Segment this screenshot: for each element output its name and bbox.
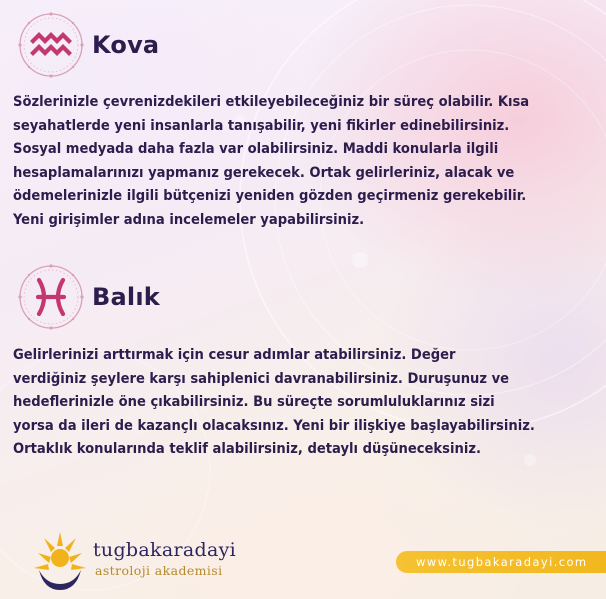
text-line: verdiğiniz şeylere karşı sahiplenici davranabilirsiniz. Duruşunuz ve xyxy=(13,369,510,387)
brand-name: tugbakaradayi xyxy=(93,539,236,561)
sign-description-kova xyxy=(13,90,598,231)
text-line: hesaplamalarınızı yapmanız gerekecek. Ortak gelirleriniz, alacak ve xyxy=(13,163,515,181)
text-line: hedeflerinizle öne çıkabilirsiniz. Bu süreçte sorumluluklarınız sizi xyxy=(13,393,495,410)
text-line: Sözlerinizle çevrenizdekileri etkileyebileceğiniz bir süreç olabilir. Kısa xyxy=(13,93,530,110)
pisces-icon xyxy=(16,262,86,332)
aquarius-icon xyxy=(16,10,86,80)
sign-header-balik xyxy=(16,262,160,332)
text-line: seyahatlerde yeni insanlarla tanışabilir, yeni fikirler edinebilirsiniz. xyxy=(13,116,510,134)
sign-title-balik: Balık xyxy=(92,283,160,311)
sign-description-balik xyxy=(13,343,598,461)
sun-moon-logo-icon xyxy=(30,530,90,592)
text-line: ödemelerinizle ilgili bütçenizi yeniden gözden geçirmeniz gerekebilir. xyxy=(13,187,527,204)
website-banner[interactable] xyxy=(396,551,606,573)
website-link[interactable]: www.tugbakaradayi.com xyxy=(416,555,588,569)
text-line: yorsa da ileri de kazançlı olacaksınız. Yeni bir ilişkiye başlayabilirsiniz. xyxy=(13,416,535,434)
brand-subtitle: astroloji akademisi xyxy=(95,563,223,578)
text-line: Yeni girişimler adına incelemeler yapabilirsiniz. xyxy=(13,210,365,228)
sign-header-kova xyxy=(16,10,159,80)
text-line: Ortaklık konularında teklif alabilirsiniz, detaylı düşüneceksiniz. xyxy=(13,440,481,457)
sign-title-kova: Kova xyxy=(92,31,160,59)
text-line: Sosyal medyada daha fazla var olabilirsiniz. Maddi konularla ilgili xyxy=(13,140,499,157)
text-line: Gelirlerinizi arttırmak için cesur adımlar atabilirsiniz. Değer xyxy=(13,346,456,363)
